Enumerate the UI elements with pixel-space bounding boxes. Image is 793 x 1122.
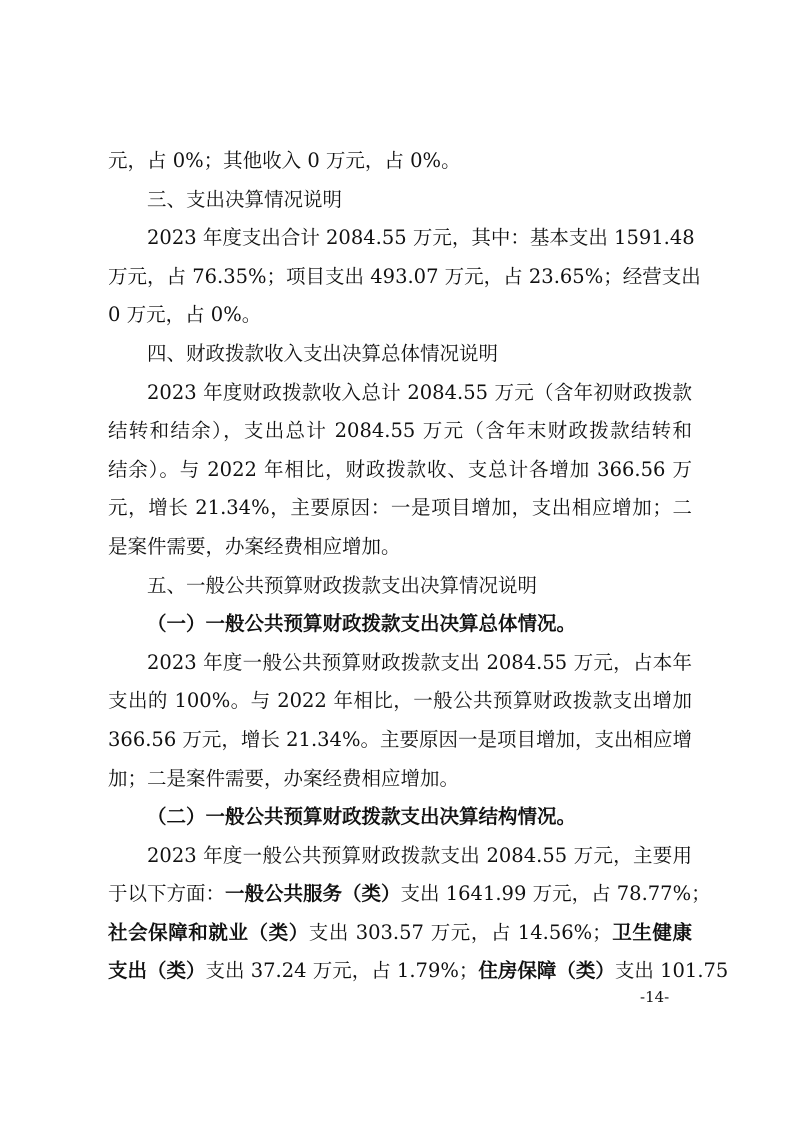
paragraph-line: 2023 年度支出合计 2084.55 万元，其中：基本支出 1591.48 bbox=[147, 226, 695, 250]
emphasized-category: 卫生健康 bbox=[611, 920, 692, 944]
paragraph-line: 元，增长 21.34%，主要原因：一是项目增加，支出相应增加；二 bbox=[108, 496, 692, 520]
paragraph-line: 万元，占 76.35%；项目支出 493.07 万元，占 23.65%；经营支出 bbox=[108, 264, 701, 288]
paragraph-line: 2023 年度财政拨款收入总计 2084.55 万元（含年初财政拨款 bbox=[147, 380, 692, 404]
paragraph-line bbox=[108, 952, 729, 991]
section-heading: 三、支出决算情况说明 bbox=[147, 187, 343, 211]
paragraph-line: 结余）。与 2022 年相比，财政拨款收、支总计各增加 366.56 万 bbox=[108, 457, 692, 481]
paragraph-line: 2023 年度一般公共预算财政拨款支出 2084.55 万元，占本年 bbox=[147, 650, 692, 674]
subsection-heading: （二）一般公共预算财政拨款支出决算结构情况。 bbox=[147, 805, 577, 829]
paragraph-line: 是案件需要，办案经费相应增加。 bbox=[108, 534, 401, 558]
paragraph-line bbox=[108, 914, 692, 953]
line-segment: 于以下方面： bbox=[108, 882, 226, 906]
paragraph-line: 结转和结余），支出总计 2084.55 万元（含年末财政拨款结转和 bbox=[108, 419, 692, 443]
paragraph-line: 加；二是案件需要，办案经费相应增加。 bbox=[108, 766, 460, 790]
document-body bbox=[108, 142, 729, 991]
line-segment: 支出 37.24 万元，占 1.79%； bbox=[205, 959, 479, 983]
emphasized-category: 住房保障（类） bbox=[478, 959, 615, 983]
paragraph-line: 元，占 0%；其他收入 0 万元，占 0%。 bbox=[108, 149, 461, 172]
line-segment: 支出 303.57 万元，占 14.56%； bbox=[308, 920, 612, 944]
emphasized-category: 支出（类） bbox=[108, 959, 206, 983]
subsection-heading: （一）一般公共预算财政拨款支出决算总体情况。 bbox=[147, 612, 577, 636]
paragraph-line: 支出的 100%。与 2022 年相比，一般公共预算财政拨款支出增加 bbox=[108, 689, 692, 713]
paragraph-line: 366.56 万元，增长 21.34%。主要原因一是项目增加，支出相应增 bbox=[108, 727, 692, 751]
section-heading: 四、财政拨款收入支出决算总体情况说明 bbox=[147, 341, 499, 365]
emphasized-category: 一般公共服务（类） bbox=[225, 882, 401, 906]
line-segment: 支出 101.75 bbox=[614, 959, 729, 983]
section-heading: 五、一般公共预算财政拨款支出决算情况说明 bbox=[147, 573, 538, 597]
paragraph-line: 0 万元，占 0%。 bbox=[108, 303, 262, 327]
emphasized-category: 社会保障和就业（类） bbox=[108, 920, 309, 944]
paragraph-line bbox=[108, 875, 711, 914]
paragraph-line: 2023 年度一般公共预算财政拨款支出 2084.55 万元，主要用 bbox=[147, 843, 692, 867]
page-number: -14- bbox=[640, 988, 670, 1006]
line-segment: 支出 1641.99 万元，占 78.77%； bbox=[400, 882, 711, 906]
